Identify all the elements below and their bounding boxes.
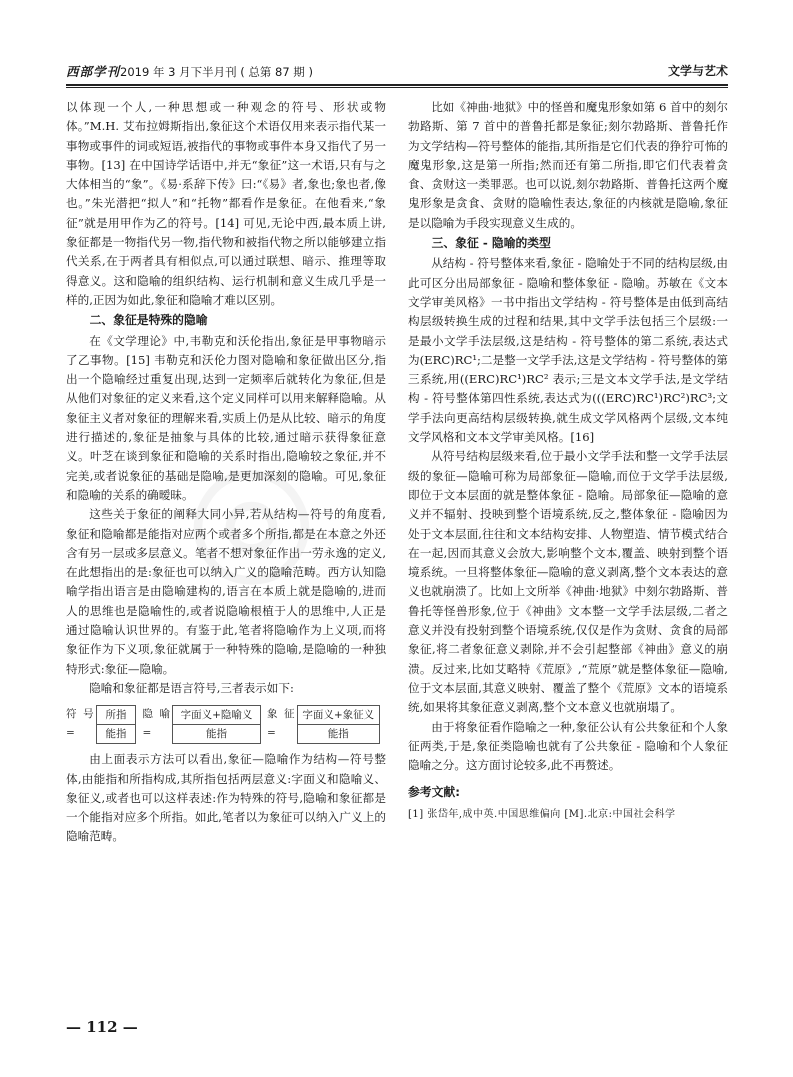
sign-formula [66,704,386,744]
paragraph: 这些关于象征的阐释大同小异,若从结构—符号的角度看,象征和隐喻都是能指对应两个或者多个所指,都是在本意之外还含有另一层或多层意义。笔者不想对象征作出一劳永逸的定义,在此想指出的是:象征也可以纳入广义的隐喻范畴。西方认知隐喻学指出语言是由隐喻建构的,语言在本质上就是隐喻的,进而人的思维也是隐喻性的,或者说隐喻根植于人的思维中,人正是通过隐喻认识世界的。有鉴于此,笔者将隐喻作为上义项,而将象征作为下义项,象征就属于一种特殊的隐喻,是隐喻的一种独特形式:象征—隐喻。 [66,507,386,676]
section-title: 文学与艺术 [667,64,728,78]
metaphor-signifier-cell: 能指 [206,727,227,740]
symbol-signifier-cell: 能指 [327,727,349,740]
symbol-box [297,705,380,744]
sign-box [96,705,137,744]
section-heading: 三、象征 - 隐喻的类型 [431,236,551,251]
references-heading: 参考文献: [408,785,460,800]
sign-label: 符号= [66,707,94,740]
paragraph: 从结构 - 符号整体来看,象征 - 隐喻处于不同的结构层级,由此可区分出局部象征 - 隐喻和整体象征 - 隐喻。苏敏在《文本文学审美风格》一书中指出文学结构 - 符号整体是由低到高结构层级转换生成的过程和结果,其中文学手法包括三个层级:一是最小文学手法层级,这是结构 - 符号整体的第二系统,表达式为(ERC)RC¹;二是整一文学手法,这是文学结构 - 符号整体的第三系统,用((ERC)RC¹)RC² 表示;三是文本文学手法,是文学结构 - 符号整体第四性系统,表达式为(((ERC)RC¹)RC²)RC³;文学手法向更高结构层级转换,就生成文学风格两个层级,文本纯文学风格和文本文学审美风格。[16] [408,256,728,445]
signified-cell: 所指 [97,706,136,725]
paragraph: 在《文学理论》中,韦勒克和沃伦指出,象征是甲事物暗示了乙事物。[15] 韦勒克和沃伦力图对隐喻和象征做出区分,指出一个隐喻经过重复出现,达到一定频率后就转化为象征,但是从他们对象征的定义来看,这个定义同样可以用来解释隐喻。从象征主义者对象征的理解来看,实质上仍是从比较、暗示的角度进行描述的,象征是抽象与具体的比较,通过暗示获得象征意义。叶芝在谈到象征和隐喻的关系时指出,隐喻较之象征,并不完美,或者说象征的基础是隐喻,是更加深刻的隐喻。可见,象征和隐喻的关系的确暧昧。 [66,333,386,502]
right-column [408,98,728,823]
page-number: — 112 — [66,1018,138,1036]
paragraph: 以体现一个人,一种思想或一种观念的符号、形状或物体。”M.H. 艾布拉姆斯指出,象征这个术语仅用来表示指代某一事物或事件的词或短语,被指代的事物或事件本身又指代了另一事物。[13] 在中国诗学话语中,并无“象征”这一术语,只有与之大体相当的“象”。《易·系辞下传》曰:“《易》者,象也;象也者,像也。”朱光潜把“拟人”和“托物”都看作是象征。在他看来,“象征”就是用甲作为乙的符号。[14] 可见,无论中西,最本质上讲,象征都是一物指代另一物,指代物和被指代物之所以能够建立指代关系,在于两者具有相似点,可以通过联想、暗示、推理等取得意义。这和隐喻的组织结构、运行机制和意义生成几乎是一样的,正因为如此,象征和隐喻才难以区别。 [66,100,386,307]
header-rule-thin [66,87,728,88]
symbol-label: 象征= [266,707,295,740]
metaphor-label: 隐喻= [142,707,171,740]
reference-item: [1] 张岱年,成中英.中国思维偏向 [M].北京:中国社会科学 [408,808,676,820]
metaphor-signified-cell: 字面义+隐喻义 [173,706,260,725]
running-header [66,62,728,82]
paragraph: 由于将象征看作隐喻之一种,象征公认有公共象征和个人象征两类,于是,象征类隐喻也就有了公共象征 - 隐喻和个人象征隐喻之分。这方面讨论较多,此不再赘述。 [408,719,728,773]
paragraph: 隐喻和象征都是语言符号,三者表示如下: [89,680,294,695]
symbol-signified-cell: 字面义+象征义 [298,706,379,725]
left-column [66,98,386,847]
paragraph: 从符号结构层级来看,位于最小文学手法和整一文学手法层级的象征—隐喻可称为局部象征—隐喻,而位于文学手法层级,即位于文本层面的就是整体象征 - 隐喻。局部象征—隐喻的意义并不辐射、投映到整个语境系统,反之,整体象征 - 隐喻因为处于文本层面,往往和文本结构安排、人物塑造、情节模式结合在一起,因而其意义会放大,影响整个文本,覆盖、映射到整个语境系统。一旦将整体象征—隐喻的意义剥离,整个文本表达的意义也就崩溃了。比如上文所举《神曲·地狱》中刻尔勃路斯、普鲁托等怪兽形象,位于《神曲》文本整一文学手法层级,二者之意义并没有投射到整个语境系统,仅仅是作为贪财、贪食的局部象征,将二者象征意义剥除,并不会引起整部《神曲》意义的崩溃。反过来,比如艾略特《荒原》,“荒原”就是整体象征—隐喻,位于文本层面,其意义映射、覆盖了整个《荒原》文本的语境系统,如果将其象征意义剥离,整个文本意义也就崩塌了。 [408,449,728,715]
section-heading: 二、象征是特殊的隐喻 [89,313,208,328]
signifier-cell: 能指 [105,727,127,740]
header-rule-thick [66,84,728,86]
paragraph: 由上面表示方法可以看出,象征—隐喻作为结构—符号整体,由能指和所指构成,其所指包括两层意义:字面义和隐喻义、象征义,或者也可以这样表述:作为特殊的符号,隐喻和象征都是一个能指对应多个所指。如此,笔者以为象征可以纳入广义上的隐喻范畴。 [66,752,386,844]
issue-info: 2019 年 3 月下半月刊 ( 总第 87 期 ) [120,65,313,79]
metaphor-box [172,705,261,744]
journal-logo: 西部学刊 [66,64,121,79]
journal-info [66,62,313,80]
paragraph: 比如《神曲·地狱》中的怪兽和魔鬼形象如第 6 首中的刻尔勃路斯、第 7 首中的普鲁托都是象征;刻尔勃路斯、普鲁托作为文学结构—符号整体的能指,其所指是它们代表的狰狞可怖的魔鬼形象,这是第一所指;然而还有第二所指,即它们代表着贪食、贪财这一类罪恶。也可以说,刻尔勃路斯、普鲁托这两个魔鬼形象是贪食、贪财的隐喻性表达,象征的内核就是隐喻,象征是以隐喻为手段实现意义生成的。 [408,100,728,230]
